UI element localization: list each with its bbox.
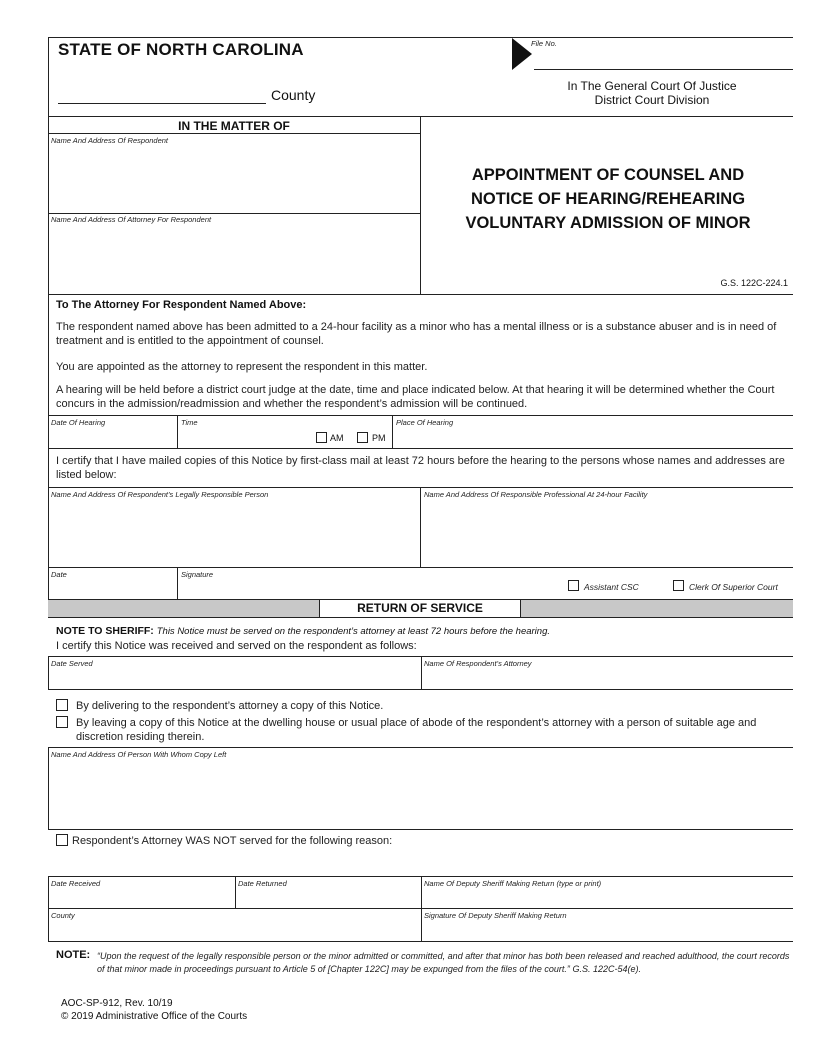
respondent-input[interactable] (50, 147, 418, 211)
mailing-date-input[interactable] (50, 580, 175, 598)
pm-label: PM (372, 433, 386, 443)
place-of-hearing-input[interactable] (395, 428, 791, 446)
court-line-2: District Court Division (594, 93, 710, 107)
time-input[interactable] (180, 428, 310, 446)
not-served-reason-input[interactable] (56, 852, 790, 872)
note-to-sheriff-text: This Notice must be served on the respondent’s attorney at least 72 hours before the hearing. (156, 626, 550, 637)
clerk-label: Clerk Of Superior Court (689, 582, 778, 592)
expunge-note-text (97, 950, 793, 975)
to-attorney-heading: To The Attorney For Respondent Named Above: (56, 299, 307, 311)
court-name (512, 79, 792, 107)
expunge-note-label: NOTE: (56, 949, 91, 961)
deputy-name-input[interactable] (423, 889, 791, 907)
attorney-name-label: Name Of Respondent’s Attorney (424, 659, 532, 668)
not-served-text: Respondent’s Attorney WAS NOT served for the following reason: (72, 835, 393, 847)
notice-paragraph-3: A hearing will be held before a district court judge at the date, time and place indicated below. At that hearing it will be determined whether the Court concurs in the admission/readmission and whether the respondent’s admission will be continued. (56, 384, 775, 410)
return-bar-right (521, 599, 793, 618)
statute-ref: G.S. 122C-224.1 (720, 278, 788, 288)
professional-input[interactable] (423, 501, 791, 565)
certify-mailing-text: I certify that I have mailed copies of this Notice by first-class mail at least 72 hours before the hearing to the persons whose names and addresses are listed below: (56, 455, 785, 481)
attorney-input[interactable] (50, 226, 418, 290)
form-number: AOC-SP-912, Rev. 10/19 (61, 998, 173, 1009)
assistant-csc-label: Assistant CSC (584, 582, 639, 592)
file-no-label: File No. (531, 39, 557, 48)
time-label: Time (181, 418, 198, 427)
legal-person-input[interactable] (50, 501, 418, 565)
county-name-line (58, 103, 266, 104)
county-input[interactable] (58, 86, 264, 103)
return-county-label: County (51, 911, 75, 920)
note-to-sheriff (56, 625, 550, 637)
note-to-sheriff-label: NOTE TO SHERIFF: (56, 625, 154, 637)
file-no-input[interactable] (536, 48, 791, 68)
date-returned-input[interactable] (237, 889, 419, 907)
am-checkbox[interactable] (316, 432, 327, 443)
date-served-input[interactable] (50, 669, 418, 687)
date-served-label: Date Served (51, 659, 93, 668)
matter-heading: IN THE MATTER OF (178, 119, 290, 133)
notice-paragraph-1: The respondent named above has been admitted to a 24-hour facility as a minor who has a mental illness or is a substance abuser and is in need of treatment and is entitled to the appointment of counsel. (56, 321, 777, 347)
delivered-checkbox[interactable] (56, 699, 68, 711)
deputy-signature-input[interactable] (423, 921, 791, 939)
assistant-csc-checkbox[interactable] (568, 580, 579, 591)
deputy-signature-label: Signature Of Deputy Sheriff Making Return (424, 911, 567, 920)
left-copy-option-text: By leaving a copy of this Notice at the dwelling house or usual place of abode of the respondent’s attorney with a person of suitable age and discretion residing therein. (76, 717, 757, 743)
expunge-note-quote: “Upon the request of the legally responsible person or the minor admitted or committed, and after that minor has both been released and reached adulthood, the court records of that minor made in proceedings pursuant to Article 5 of [Chapter 122C] may be expunged from the files of the court.” (97, 951, 790, 974)
am-label: AM (330, 433, 344, 443)
mailing-date-label: Date (51, 570, 67, 579)
place-of-hearing-label: Place Of Hearing (396, 418, 454, 427)
return-of-service-heading: RETURN OF SERVICE (319, 599, 521, 618)
date-returned-label: Date Returned (238, 879, 287, 888)
date-received-label: Date Received (51, 879, 101, 888)
notice-paragraph-2: You are appointed as the attorney to represent the respondent in this matter. (56, 361, 428, 373)
deputy-name-label: Name Of Deputy Sheriff Making Return (type or print) (424, 879, 602, 888)
professional-label: Name And Address Of Responsible Professional At 24-hour Facility (424, 490, 648, 499)
date-of-hearing-input[interactable] (50, 428, 175, 446)
return-certify-text: I certify this Notice was received and served on the respondent as follows: (56, 640, 417, 652)
person-copy-left-input[interactable] (50, 761, 791, 825)
respondent-label: Name And Address Of Respondent (51, 136, 169, 145)
form-title-line-2: NOTICE OF HEARING/REHEARING (470, 190, 746, 208)
person-copy-left-label: Name And Address Of Person With Whom Copy Left (51, 750, 227, 759)
legal-person-label: Name And Address Of Respondent’s Legally Responsible Person (51, 490, 269, 499)
return-bar-left (48, 599, 319, 618)
left-copy-checkbox[interactable] (56, 716, 68, 728)
county-suffix: County (271, 87, 316, 103)
signature-input[interactable] (180, 580, 560, 598)
copyright: © 2019 Administrative Office of the Courts (61, 1011, 248, 1022)
form-title-line-1: APPOINTMENT OF COUNSEL AND (471, 166, 745, 184)
return-county-input[interactable] (50, 921, 418, 939)
pm-checkbox[interactable] (357, 432, 368, 443)
expunge-note-cite: G.S. 122C-54(e). (572, 963, 641, 974)
state-title: STATE OF NORTH CAROLINA (58, 40, 304, 59)
signature-label: Signature (181, 570, 214, 579)
not-served-checkbox[interactable] (56, 834, 68, 846)
delivered-option-text: By delivering to the respondent’s attorney a copy of this Notice. (76, 700, 384, 712)
clerk-checkbox[interactable] (673, 580, 684, 591)
form-title (424, 163, 792, 235)
attorney-name-input[interactable] (423, 669, 791, 687)
date-received-input[interactable] (50, 889, 233, 907)
attorney-label: Name And Address Of Attorney For Respondent (51, 215, 212, 224)
court-line-1: In The General Court Of Justice (567, 79, 737, 93)
date-of-hearing-label: Date Of Hearing (51, 418, 106, 427)
form-title-line-3: VOLUNTARY ADMISSION OF MINOR (465, 214, 751, 232)
